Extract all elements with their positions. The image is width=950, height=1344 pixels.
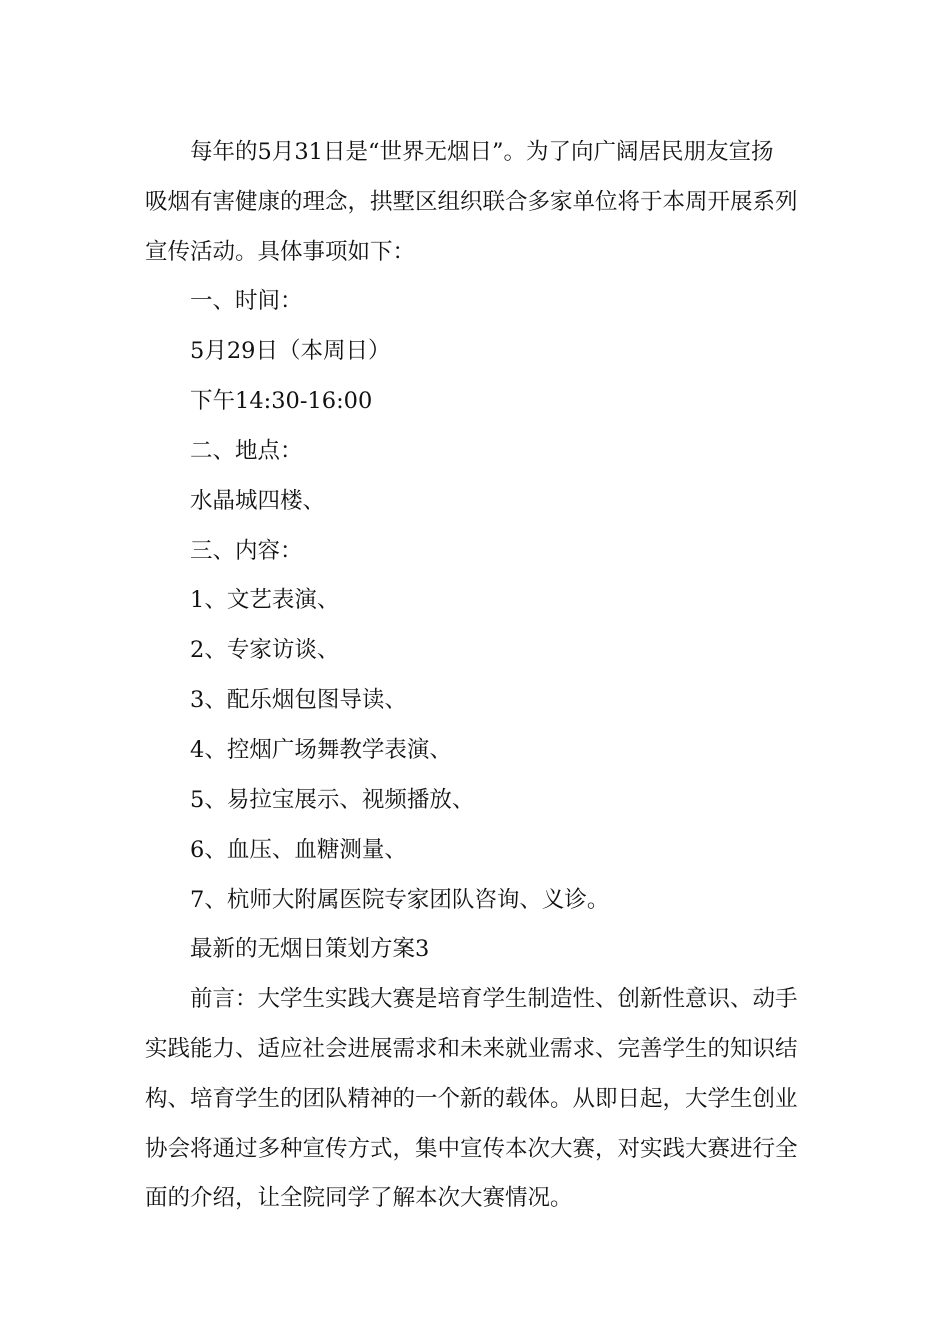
content-item-6: 6、血压、血糖测量、 bbox=[190, 837, 407, 863]
content-heading: 三、内容： bbox=[190, 538, 303, 564]
preface-line-2: 实践能力、适应社会进展需求和未来就业需求、完善学生的知识结 bbox=[145, 1036, 798, 1062]
content-item-7: 7、杭师大附属医院专家团队咨询、义诊。 bbox=[190, 887, 610, 913]
intro-line-3: 宣传活动。具体事项如下： bbox=[145, 239, 416, 265]
preface-line-4: 协会将通过多种宣传方式，集中宣传本次大赛，对实践大赛进行全 bbox=[145, 1136, 798, 1162]
intro-line-2: 吸烟有害健康的理念，拱墅区组织联合多家单位将于本周开展系列 bbox=[145, 189, 798, 215]
time-hours: 下午14:30-16:00 bbox=[190, 388, 373, 414]
preface-line-3: 构、培育学生的团队精神的一个新的载体。从即日起，大学生创业 bbox=[145, 1086, 798, 1112]
intro-line-1: 每年的5月31日是“世界无烟日”。为了向广阔居民朋友宣扬 bbox=[190, 139, 774, 165]
preface-line-5: 面的介绍，让全院同学了解本次大赛情况。 bbox=[145, 1185, 573, 1211]
content-item-4: 4、控烟广场舞教学表演、 bbox=[190, 737, 452, 763]
content-item-2: 2、专家访谈、 bbox=[190, 637, 340, 663]
content-item-1: 1、文艺表演、 bbox=[190, 587, 340, 613]
place-value: 水晶城四楼、 bbox=[190, 488, 326, 514]
time-heading: 一、时间： bbox=[190, 288, 303, 314]
content-item-3: 3、配乐烟包图导读、 bbox=[190, 687, 407, 713]
preface-line-1: 前言：大学生实践大赛是培育学生制造性、创新性意识、动手 bbox=[190, 986, 798, 1012]
place-heading: 二、地点： bbox=[190, 438, 303, 464]
content-item-5: 5、易拉宝展示、视频播放、 bbox=[190, 787, 475, 813]
time-date: 5月29日（本周日） bbox=[190, 338, 391, 364]
section-title: 最新的无烟日策划方案3 bbox=[190, 936, 430, 962]
